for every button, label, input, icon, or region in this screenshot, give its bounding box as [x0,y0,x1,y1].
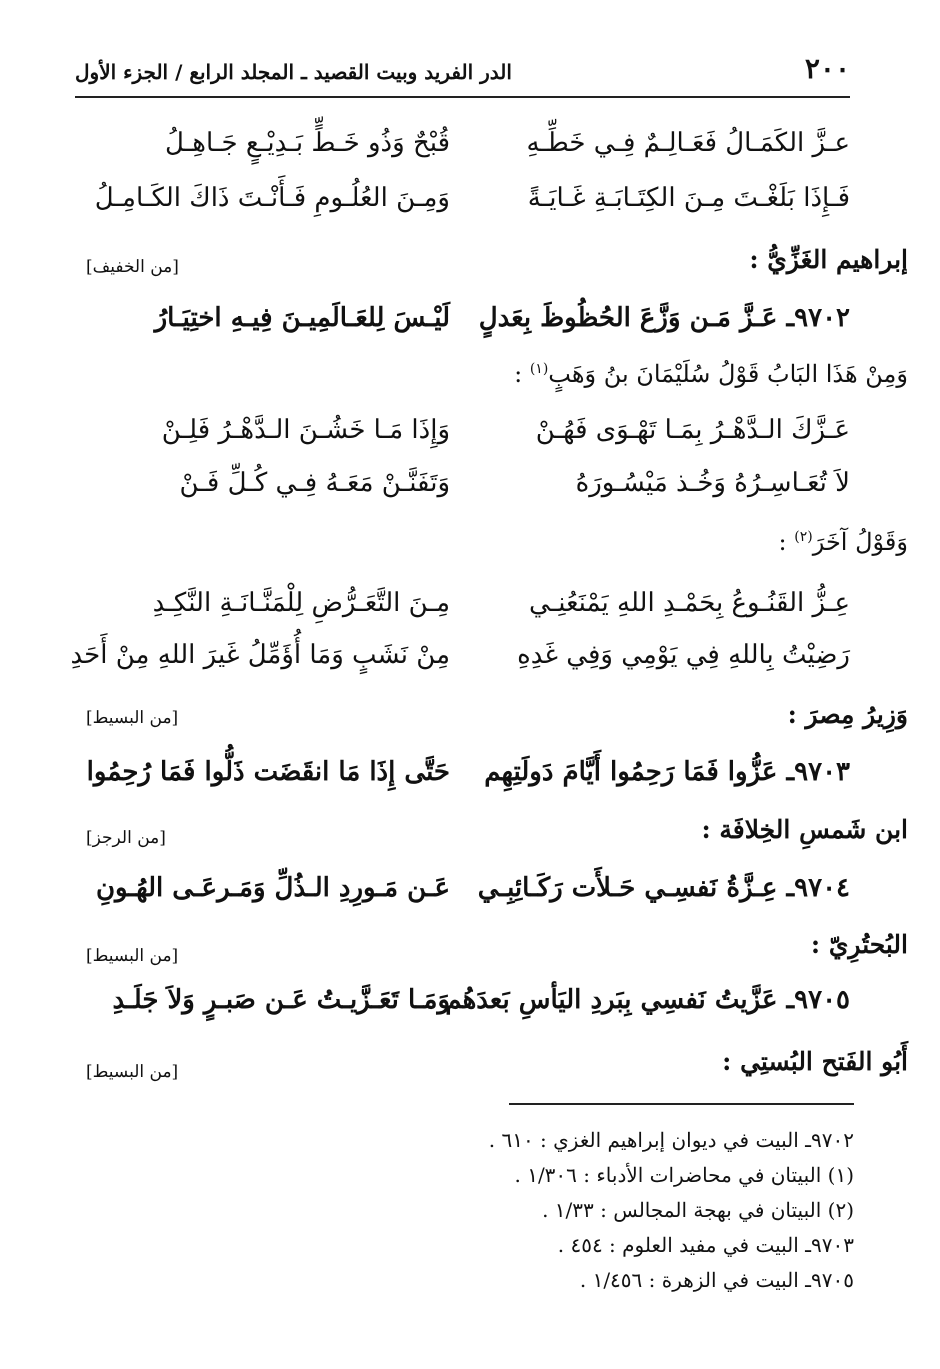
verse-line [70,183,850,233]
poet-heading: أَبُو الفَتح البُستِي : [722,1047,908,1076]
verse-line [70,303,850,353]
meter-label: [من الخفيف] [86,257,179,277]
verse-text: عَـزَّ مَـن وَزَّعَ الحُظُوظَ بِعَدلٍ [478,303,778,333]
verse-text: عِـزَّةُ نَفسِـي حَـلأَت رَكَـائِبِـي [477,873,778,903]
page-number: ٢٠٠ [804,52,850,85]
verse-line [70,588,850,638]
verse-first-hemistich: رَضِيْتُ بِاللهِ فِي يَوْمِي وَفِي غَدِهِ [517,640,850,670]
verse-first-hemistich [445,985,850,1015]
footnote: ٩٧٠٢ـ البيت في ديوان إبراهيم الغزي : ٦١٠ . [488,1128,854,1152]
poet-heading: إبراهيم الغَزِّيُّ : [749,245,908,274]
verse-second-hemistich: مِـنَ التَّعَـرُّضِ لِلْمَنَّـانَـةِ النَّكِـدِ [152,588,450,618]
verse-line [70,985,850,1035]
verse-second-hemistich: قُبْحٌ وَذُو خَـطٍّ بَـدِيْـعٍ جَـاهِـلُ [165,128,450,158]
verse-second-hemistich: حَتَّى إِذَا مَا انقَضَت ذَلُّوا فَمَا رُحِمُوا [86,757,450,787]
prose-text: وَقَوْلُ آخَرَ [812,528,908,556]
prose-intro [514,360,908,388]
verse-first-hemistich [484,757,850,787]
footnote: (٢) البيتان في بهجة المجالس : ١/٣٣ . [542,1198,854,1222]
verse-number: ٩٧٠٥ـ [786,985,850,1015]
verse-second-hemistich: وَمَـا تَعَـزَّيـتُ عَـن صَبـرٍ وَلاَ جَلَـدِ [112,985,450,1015]
verse-text: عَزَّيتُ نَفسِي بِبَردِ اليَأسِ بَعدَهُم [445,985,778,1015]
verse-line [70,468,850,518]
verse-line [70,873,850,923]
verse-second-hemistich: لَيْـسَ لِلعَـالَمِيـنَ فِيـهِ اختِيَـارُ [154,303,450,333]
verse-second-hemistich: وَتَفَنَّـنْ مَعَـهُ فِـي كُـلِّ فَـنْ [179,468,450,498]
poet-heading: البُحتُرِيّ : [810,930,908,959]
verse-line [70,757,850,807]
footnote-divider [509,1103,854,1105]
verse-first-hemistich: عِـزُّ القَنُـوعُ بِحَمْـدِ اللهِ يَمْنَعُنِـي [528,588,850,618]
verse-second-hemistich: وَمِـنَ العُلُـومِ فَـأَنْـتَ ذَاكَ الكَـامِـلُ [94,183,450,213]
prose-text: وَمِنْ هَذَا البَابُ قَوْلُ سُلَيْمَانَ بنُ وَهَبٍ [548,360,908,388]
verse-first-hemistich [478,303,850,333]
verse-number: ٩٧٠٢ـ [786,303,850,333]
footnote: ٩٧٠٥ـ البيت في الزهرة : ١/٤٥٦ . [579,1268,854,1292]
meter-label: [من البسيط] [86,1062,179,1082]
prose-colon: : [514,360,530,388]
poet-heading: وَزِيرُ مِصرَ : [787,700,908,729]
footnote-ref: (٢) [794,529,813,545]
verse-line [70,415,850,465]
header-title: الدر الفريد وبيت القصيد ـ المجلد الرابع / الجزء الأول [75,60,512,84]
verse-first-hemistich: فَـإِذَا بَلَغْـتَ مِـنَ الكِتَـابَـةِ غَـايَـةً [527,183,850,213]
verse-first-hemistich: لاَ تُعَـاسِـرُهُ وَخُـذ مَيْسُـورَهُ [575,468,850,498]
prose-colon: : [778,528,795,556]
verse-second-hemistich: عَـن مَـورِدِ الـذُلِّ وَمَـرعَـى الهُـونِ [95,873,450,903]
meter-label: [من الرجز] [86,828,166,848]
verse-line [70,640,850,690]
verse-first-hemistich: عَـزَّكَ الـدَّهْـرُ بِمَـا تَهْـوَى فَهُـنْ [535,415,850,445]
verse-first-hemistich [477,873,850,903]
footnote: (١) البيتان في محاضرات الأدباء : ١/٣٠٦ . [514,1163,854,1187]
footnote: ٩٧٠٣ـ البيت في مفيد العلوم : ٤٥٤ . [557,1233,854,1257]
meter-label: [من البسيط] [86,946,179,966]
running-header [75,52,850,98]
verse-first-hemistich: عـزَّ الكَمَـالُ فَعَـالِـمٌ فِـي خَطِّـهِ [526,128,850,158]
verse-text: عَزُّوا فَمَا رَحِمُوا أَيَّامَ دَولَتِهِم [484,757,778,787]
verse-second-hemistich: مِنْ نَشَبٍ وَمَا أُؤَمِّلُ غَيرَ اللهِ مِنْ أَحَدِ [70,640,450,670]
poet-heading: ابن شَمسِ الخِلافَة : [701,815,908,844]
prose-intro [779,528,908,556]
footnote-ref: (١) [529,361,549,377]
verse-second-hemistich: وَإِذَا مَـا خَشُـنَ الـدَّهْـرُ فَلِـنْ [161,415,450,445]
verse-number: ٩٧٠٣ـ [786,757,850,787]
verse-line [70,128,850,178]
meter-label: [من البسيط] [86,708,179,728]
verse-number: ٩٧٠٤ـ [786,873,850,903]
